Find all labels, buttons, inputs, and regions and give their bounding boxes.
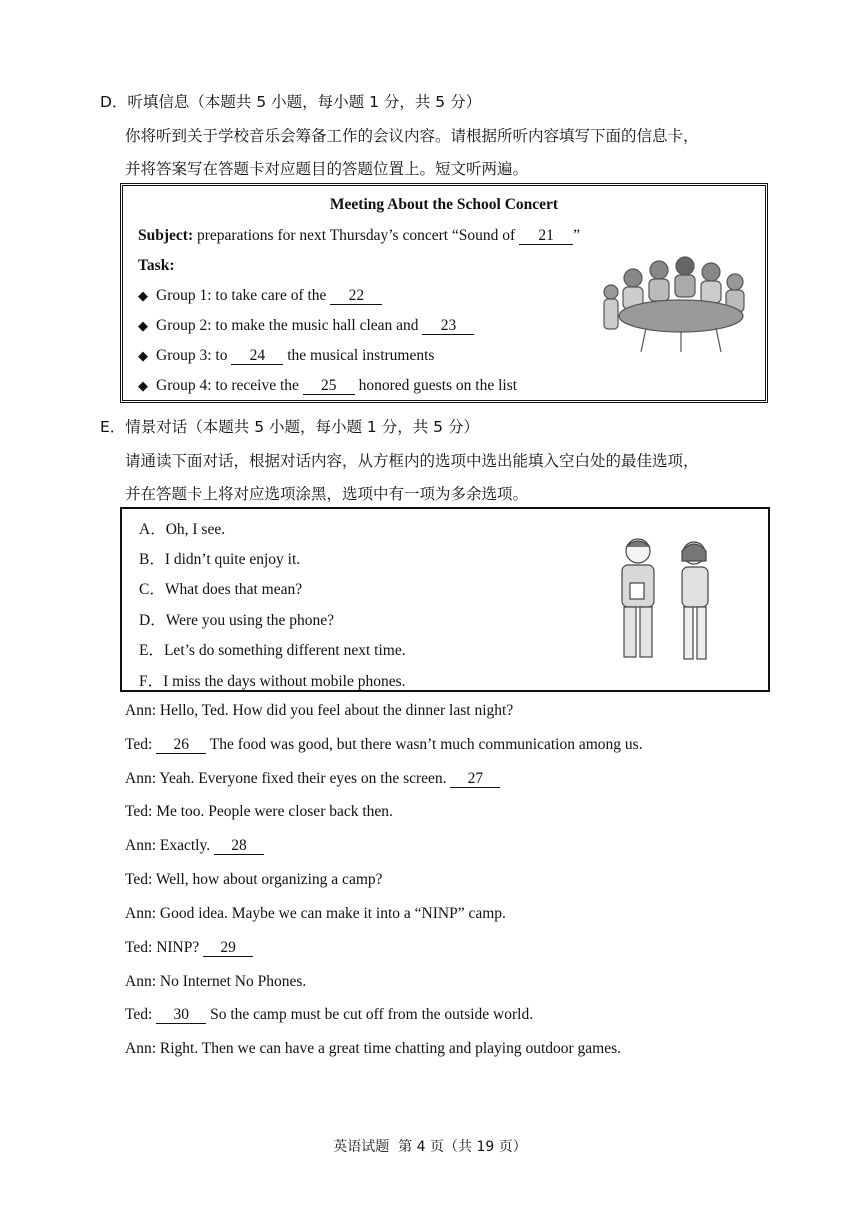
blank-25: 25 — [303, 378, 355, 395]
dialogue-line-6: Ted: Well, how about organizing a camp? — [125, 871, 383, 888]
meeting-illustration — [601, 254, 751, 354]
info-card — [120, 183, 768, 403]
blank-28: 28 — [214, 838, 264, 855]
blank-27: 27 — [450, 771, 500, 788]
group-4-line: ◆ Group 4: to receive the 25 honored guests on the list — [138, 377, 518, 394]
diamond-bullet-icon: ◆ — [138, 318, 148, 333]
section-e-instruction-1: 请通读下面对话，根据对话内容，从方框内的选项中选出能填入空白处的最佳选项， — [125, 452, 699, 470]
subject-text: preparations for next Thursday’s concert “Sound of — [193, 227, 520, 244]
option-f: F．I miss the days without mobile phones. — [139, 673, 406, 690]
diamond-bullet-icon: ◆ — [138, 378, 148, 393]
option-c: C．What does that mean? — [139, 581, 303, 598]
options-box — [120, 507, 770, 692]
section-d-instruction-2: 并将答案写在答题卡对应题目的答题位置上。短文听两遍。 — [125, 160, 529, 178]
subject-end: ” — [573, 227, 580, 244]
dialogue-line-2: Ted: 26 The food was good, but there wasn’t much communication among us. — [125, 736, 643, 753]
group-1-line: ◆ Group 1: to take care of the 22 — [138, 287, 382, 305]
page-footer: 英语试题 第 4 页（共 19 页） — [333, 1139, 527, 1155]
dialogue-line-8: Ted: NINP? 29 — [125, 939, 253, 957]
blank-26: 26 — [156, 737, 206, 754]
dialogue-line-5: Ann: Exactly. 28 — [125, 837, 264, 855]
blank-23: 23 — [422, 318, 474, 335]
dialogue-line-4: Ted: Me too. People were closer back then. — [125, 803, 393, 820]
dialogue-line-1: Ann: Hello, Ted. How did you feel about the dinner last night? — [125, 702, 514, 719]
section-d-heading: D．听填信息（本题共 5 小题，每小题 1 分，共 5 分） — [100, 93, 482, 111]
blank-30: 30 — [156, 1007, 206, 1024]
dialogue-line-11: Ann: Right. Then we can have a great time chatting and playing outdoor games. — [125, 1040, 622, 1057]
dialogue-line-10: Ted: 30 So the camp must be cut off from the outside world. — [125, 1006, 534, 1023]
blank-24: 24 — [231, 348, 283, 365]
option-e: E．Let’s do something different next time. — [139, 642, 406, 659]
section-d-instruction-1: 你将听到关于学校音乐会筹备工作的会议内容。请根据所听内容填写下面的信息卡， — [125, 127, 699, 145]
group-3-line: ◆ Group 3: to 24 the musical instruments — [138, 347, 435, 364]
blank-21: 21 — [519, 228, 573, 245]
subject-label: Subject: — [138, 227, 194, 244]
task-label: Task: — [138, 257, 175, 274]
section-e-heading: E．情景对话（本题共 5 小题，每小题 1 分，共 5 分） — [100, 418, 479, 436]
diamond-bullet-icon: ◆ — [138, 288, 148, 303]
subject-line — [138, 227, 580, 245]
dialogue-line-9: Ann: No Internet No Phones. — [125, 973, 307, 990]
option-d: D．Were you using the phone? — [139, 612, 335, 629]
option-a: A．Oh, I see. — [139, 521, 226, 538]
blank-29: 29 — [203, 940, 253, 957]
info-card-title: Meeting About the School Concert — [329, 196, 559, 213]
two-people-illustration — [610, 535, 720, 665]
dialogue-line-3: Ann: Yeah. Everyone fixed their eyes on the screen. 27 — [125, 770, 500, 788]
blank-22: 22 — [330, 288, 382, 305]
section-e-instruction-2: 并在答题卡上将对应选项涂黑，选项中有一项为多余选项。 — [125, 485, 529, 503]
dialogue-line-7: Ann: Good idea. Maybe we can make it into a “NINP” camp. — [125, 905, 506, 922]
group-2-line: ◆ Group 2: to make the music hall clean and 23 — [138, 317, 474, 335]
diamond-bullet-icon: ◆ — [138, 348, 148, 363]
option-b: B．I didn’t quite enjoy it. — [139, 551, 301, 568]
